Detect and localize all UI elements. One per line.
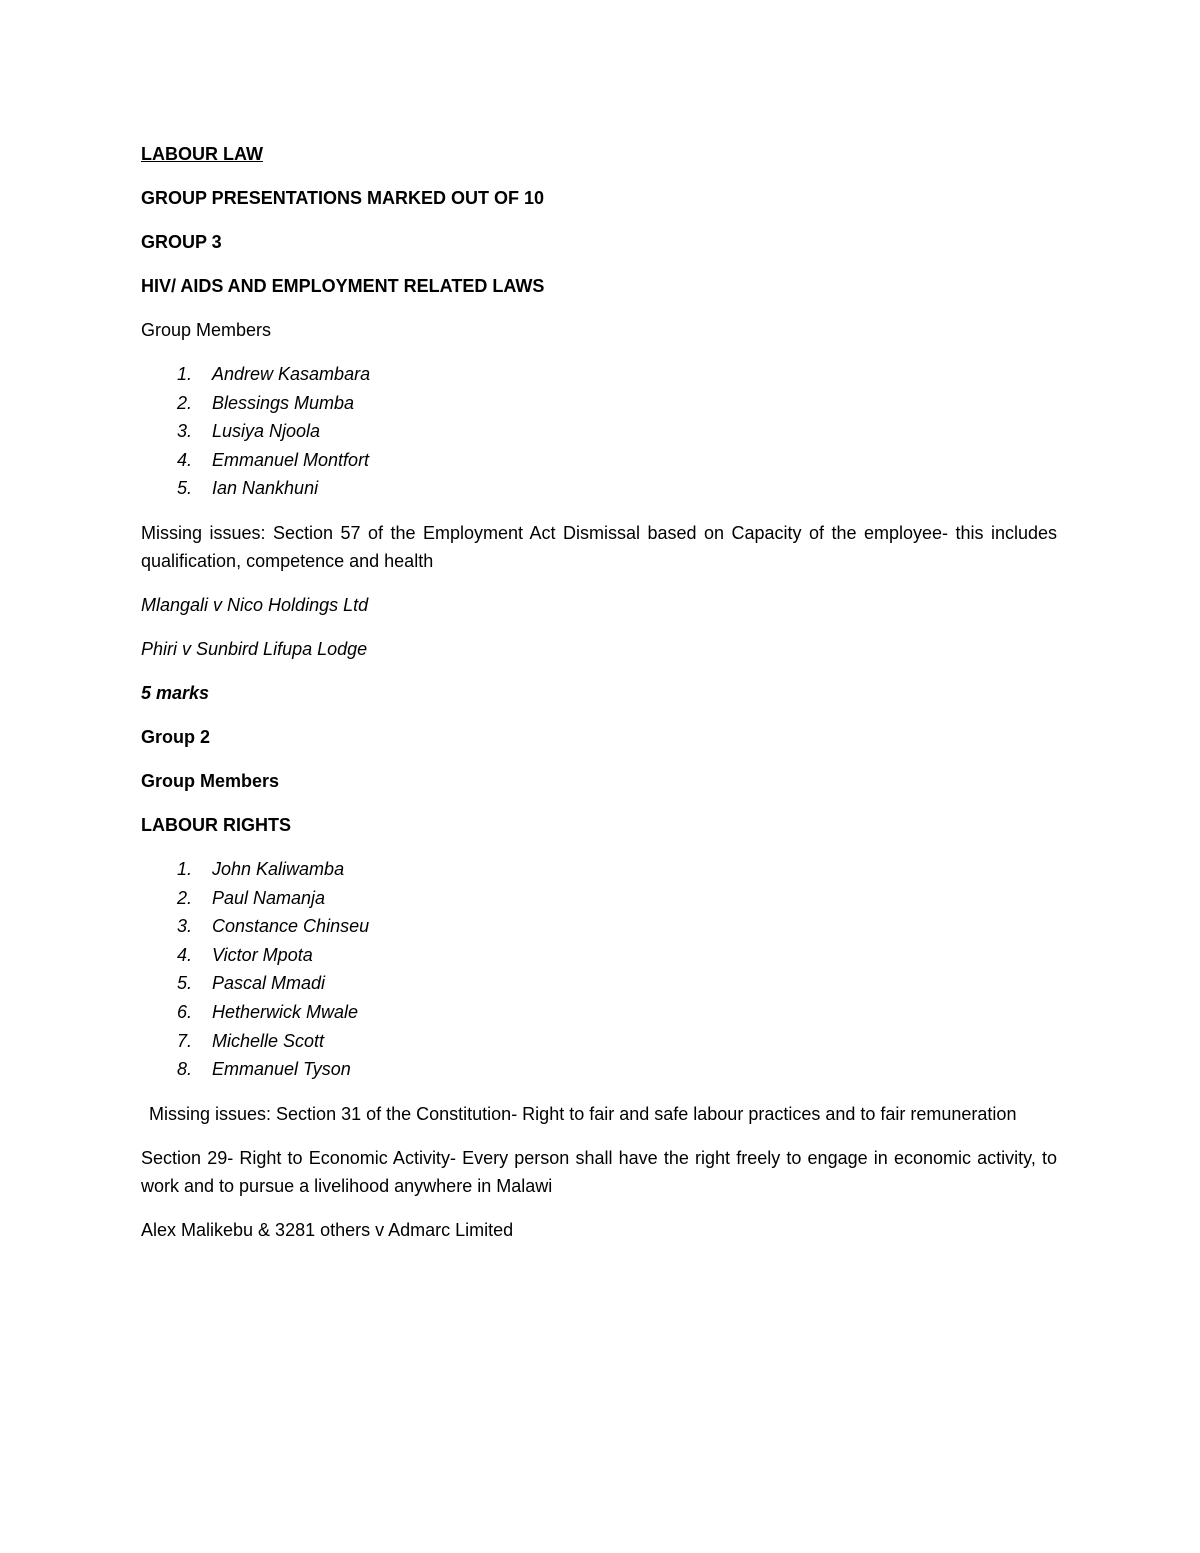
member-name: Ian Nankhuni — [212, 478, 319, 499]
list-number: 2. — [177, 392, 193, 413]
group3-case-1: Mlangali v Nico Holdings Ltd — [141, 594, 369, 615]
member-name: Hetherwick Mwale — [212, 1001, 359, 1022]
group2-missing-issues: Missing issues: Section 31 of the Constitution- Right to fair and safe labour practices and to fair remuneration — [149, 1103, 1017, 1124]
group3-missing-issues: Missing issues: Section 57 of the Employment Act Dismissal based on Capacity of the employee- this includes qualification, competence and health — [141, 522, 1057, 571]
list-item — [141, 417, 1057, 446]
list-number: 3. — [177, 916, 193, 937]
member-name: Emmanuel Tyson — [212, 1059, 351, 1080]
group2-members-label: Group Members — [141, 770, 280, 791]
list-item — [141, 1027, 1057, 1056]
list-number: 8. — [177, 1059, 193, 1080]
list-item — [141, 474, 1057, 503]
member-name: Michelle Scott — [212, 1030, 325, 1051]
list-number: 5. — [177, 973, 193, 994]
member-name: Andrew Kasambara — [212, 364, 371, 384]
list-item — [141, 446, 1057, 475]
group3-case-2: Phiri v Sunbird Lifupa Lodge — [141, 638, 368, 659]
group3-marks: 5 marks — [141, 682, 210, 703]
group2-topic: LABOUR RIGHTS — [141, 814, 291, 835]
list-item — [141, 1055, 1057, 1084]
group3-members-label: Group Members — [141, 320, 272, 340]
member-name: John Kaliwamba — [212, 858, 345, 879]
list-number: 4. — [177, 449, 193, 470]
member-name: Emmanuel Montfort — [212, 449, 370, 470]
list-item — [141, 884, 1057, 913]
member-name: Paul Namanja — [212, 887, 326, 908]
group2-heading: Group 2 — [141, 726, 211, 747]
list-number: 7. — [177, 1030, 193, 1051]
document-subtitle: GROUP PRESENTATIONS MARKED OUT OF 10 — [141, 188, 545, 208]
list-item — [141, 389, 1057, 418]
member-name: Pascal Mmadi — [212, 973, 326, 994]
list-item — [141, 998, 1057, 1027]
list-number: 1. — [177, 858, 193, 879]
list-number: 1. — [177, 364, 193, 384]
group3-heading: GROUP 3 — [141, 232, 222, 252]
list-number: 6. — [177, 1001, 193, 1022]
member-name: Lusiya Njoola — [212, 421, 321, 442]
list-number: 4. — [177, 944, 193, 965]
member-name: Victor Mpota — [212, 944, 313, 965]
list-number: 5. — [177, 478, 193, 499]
group3-member-list — [141, 360, 1057, 503]
list-item — [141, 912, 1057, 941]
group2-member-list — [141, 855, 1057, 1084]
list-item — [141, 855, 1057, 884]
list-number: 2. — [177, 887, 193, 908]
list-number: 3. — [177, 421, 193, 442]
member-name: Constance Chinseu — [212, 916, 370, 937]
list-item — [141, 969, 1057, 998]
group2-section-29: Section 29- Right to Economic Activity- Every person shall have the right freely to engage in economic activity, to work and to pursue a livelihood anywhere in Malawi — [141, 1147, 1057, 1196]
list-item — [141, 941, 1057, 970]
list-item — [141, 360, 1057, 389]
document-page — [141, 140, 1057, 1260]
group3-topic: HIV/ AIDS AND EMPLOYMENT RELATED LAWS — [141, 276, 545, 296]
document-title: LABOUR LAW — [141, 144, 263, 164]
member-name: Blessings Mumba — [212, 392, 355, 413]
group2-case: Alex Malikebu & 3281 others v Admarc Limited — [141, 1219, 514, 1240]
